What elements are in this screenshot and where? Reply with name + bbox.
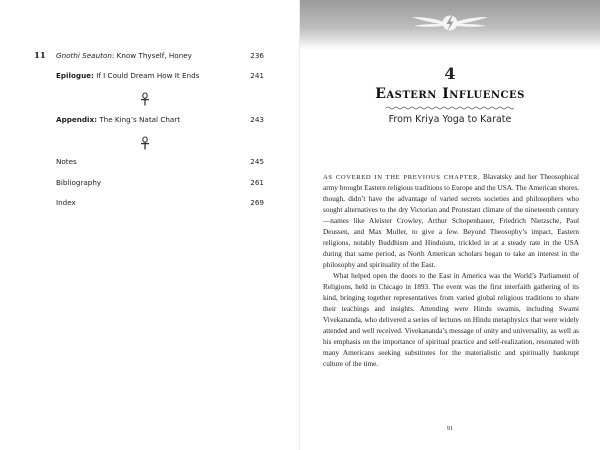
- toc-entry-title: Notes: [56, 157, 77, 166]
- toc-entry-bibliography[interactable]: [0, 177, 300, 189]
- paragraph-lead-in: AS COVERED IN THE PREVIOUS CHAPTER,: [323, 174, 481, 181]
- toc-entry-title: Gnothi Seauton: Know Thyself, Honey: [56, 51, 192, 60]
- toc-page-number: 236: [250, 51, 264, 60]
- toc-entry-title: Epilogue: If I Could Dream How It Ends: [56, 71, 200, 80]
- toc-page-number: 269: [250, 198, 264, 207]
- toc-page-number: 241: [250, 71, 264, 80]
- chapter-header-banner: [300, 0, 600, 50]
- page-number: 91: [446, 425, 454, 432]
- toc-entry-title: Bibliography: [56, 178, 102, 187]
- toc-entry-notes[interactable]: [0, 156, 300, 168]
- chapter-number: 4: [444, 64, 456, 83]
- toc-chapter-number: 11: [34, 51, 46, 61]
- paragraph-1: AS COVERED IN THE PREVIOUS CHAPTER, Blavatsky and her Theosophical army brought Eastern religious traditions to Europe and the USA. The American shores, though, didn’t have the advantage of varied secrets societies and philosophers who sought alternatives to the dry Victorian and Protestant climate of the nineteenth century—names like Aleister Crowley, Arthur Schopenhauer, Friedrich Nietzsche, Paul Deussen, and Max Muller, to give a few. Beyond Theosophy’s impact, Eastern religions, notably Buddhism and Hinduism, trickled in at a steady rate in the USA during that same period, as North American scholars began to take an interest in the philosophy and spirituality of the East.: [323, 173, 579, 269]
- toc-page-number: 261: [250, 178, 264, 187]
- toc-page-number: 243: [250, 115, 264, 124]
- toc-entry-appendix[interactable]: [0, 114, 300, 126]
- ankh-icon: [138, 136, 152, 150]
- paragraph-2: What helped open the doors to the East in America was the World’s Parliament of Religions, held in Chicago in 1893. The event was the first interfaith gathering of its kind, bringing together representatives from varied global religious traditions to share their teachings and insights. Attending were Hindu swamis, including Swami Vivekananda, who delivered a series of lectures on Hindu metaphysics that were widely attended and well received. Vivekananda’s message of unity and universality, as well as his emphasis on the importance of spiritual practice and self-realization, resonated with many Americans seeking substitutes for the materialistic and spiritually bankrupt culture of the time.: [323, 272, 579, 368]
- toc-entry-epilogue[interactable]: [0, 70, 300, 82]
- ankh-icon: [138, 92, 152, 106]
- toc-entry-title: Index: [56, 198, 76, 207]
- chapter-title: Eastern Influences: [375, 86, 525, 102]
- toc-entry-title: Appendix: The King’s Natal Chart: [56, 115, 181, 124]
- toc-entry-chapter-11[interactable]: [0, 50, 300, 62]
- right-page: [300, 0, 600, 450]
- chapter-body-text: [323, 172, 579, 370]
- chapter-title-wavy-rule: [386, 106, 514, 110]
- chapter-subtitle: From Kriya Yoga to Karate: [388, 114, 512, 125]
- toc-entry-index[interactable]: [0, 197, 300, 209]
- winged-lightning-emblem-icon: [410, 5, 490, 41]
- toc-page-number: 245: [250, 157, 264, 166]
